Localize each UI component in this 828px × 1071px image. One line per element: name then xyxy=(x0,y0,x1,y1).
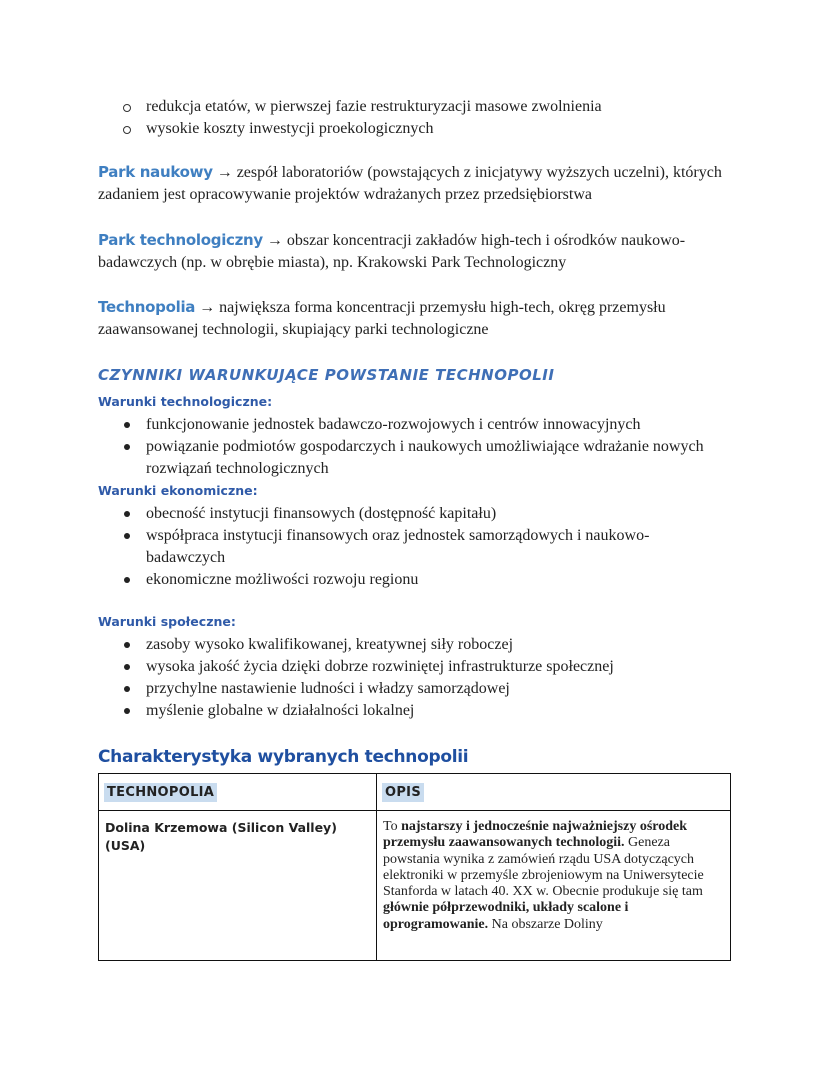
desc-part: Na obszarze Doliny xyxy=(488,916,603,932)
definition-park-naukowy xyxy=(98,161,738,206)
table-divider xyxy=(376,774,377,960)
table-cell-name: Dolina Krzemowa (Silicon Valley) (USA) xyxy=(105,820,337,853)
list-item: zasoby wysoko kwalifikowanej, kreatywnej siły roboczej xyxy=(98,634,718,656)
definition-term: Park naukowy xyxy=(98,163,213,181)
desc-part-bold: najstarszy i jednocześnie najważniejszy ośrodek przemysłu zaawansowanych technologii. xyxy=(383,819,688,851)
definition-park-technologiczny xyxy=(98,229,738,274)
subheading-technological: Warunki technologiczne: xyxy=(98,394,273,409)
list-item: redukcja etatów, w pierwszej fazie restrukturyzacji masowe zwolnienia xyxy=(98,96,602,118)
subheading-economic: Warunki ekonomiczne: xyxy=(98,483,258,498)
definition-technopolia xyxy=(98,296,738,341)
economic-conditions-list xyxy=(98,503,718,591)
definition-text: → zespół laboratoriów (powstających z inicjatywy wyższych uczelni), których zadaniem jest opracowywanie projektów wdrażanych przez przedsiębiorstwa xyxy=(98,164,722,203)
subheading-social: Warunki społeczne: xyxy=(98,614,236,629)
technopolie-table xyxy=(98,773,731,961)
top-bullet-list xyxy=(98,96,602,140)
definition-text: → obszar koncentracji zakładów high-tech i ośrodków naukowo-badawczych (np. w obrębie miasta), np. Krakowski Park Technologiczny xyxy=(98,232,686,271)
social-conditions-list xyxy=(98,634,718,722)
list-item: ekonomiczne możliwości rozwoju regionu xyxy=(98,569,718,591)
definition-term: Park technologiczny xyxy=(98,231,263,249)
list-item: wysoka jakość życia dzięki dobrze rozwiniętej infrastrukturze społecznej xyxy=(98,656,718,678)
desc-part: To xyxy=(383,819,402,834)
table-header-technopolia: TECHNOPOLIA xyxy=(104,783,217,802)
list-item: wysokie koszty inwestycji proekologicznych xyxy=(98,118,602,140)
table-cell-description xyxy=(383,819,728,933)
list-item: powiązanie podmiotów gospodarczych i naukowych umożliwiające wdrażanie nowych rozwiązań technologicznych xyxy=(98,436,718,480)
technological-conditions-list xyxy=(98,414,718,480)
list-item: myślenie globalne w działalności lokalnej xyxy=(98,700,718,722)
table-header-opis: OPIS xyxy=(382,783,424,802)
list-item: przychylne nastawienie ludności i władzy samorządowej xyxy=(98,678,718,700)
definition-text: → największa forma koncentracji przemysłu high-tech, okręg przemysłu zaawansowanej technologii, skupiający parki technologiczne xyxy=(98,299,666,338)
desc-part-bold: głównie półprzewodniki, układy scalone i oprogramowanie. xyxy=(383,900,629,932)
list-item: obecność instytucji finansowych (dostępność kapitału) xyxy=(98,503,718,525)
desc-part: Geneza powstania wynika z zamówień rządu USA dotyczących elektroniki w przemyśle zbrojeniowym na Uniwersytecie Stanforda w latach 40. XX w. Obecnie produkuje się tam xyxy=(383,835,704,900)
definition-term: Technopolia xyxy=(98,298,196,316)
table-divider xyxy=(99,810,730,811)
list-item: współpraca instytucji finansowych oraz jednostek samorządowych i naukowo-badawczych xyxy=(98,525,718,569)
table-heading: Charakterystyka wybranych technopolii xyxy=(98,747,469,767)
factors-heading: CZYNNIKI WARUNKUJĄCE POWSTANIE TECHNOPOLII xyxy=(98,366,555,384)
list-item: funkcjonowanie jednostek badawczo-rozwojowych i centrów innowacyjnych xyxy=(98,414,718,436)
